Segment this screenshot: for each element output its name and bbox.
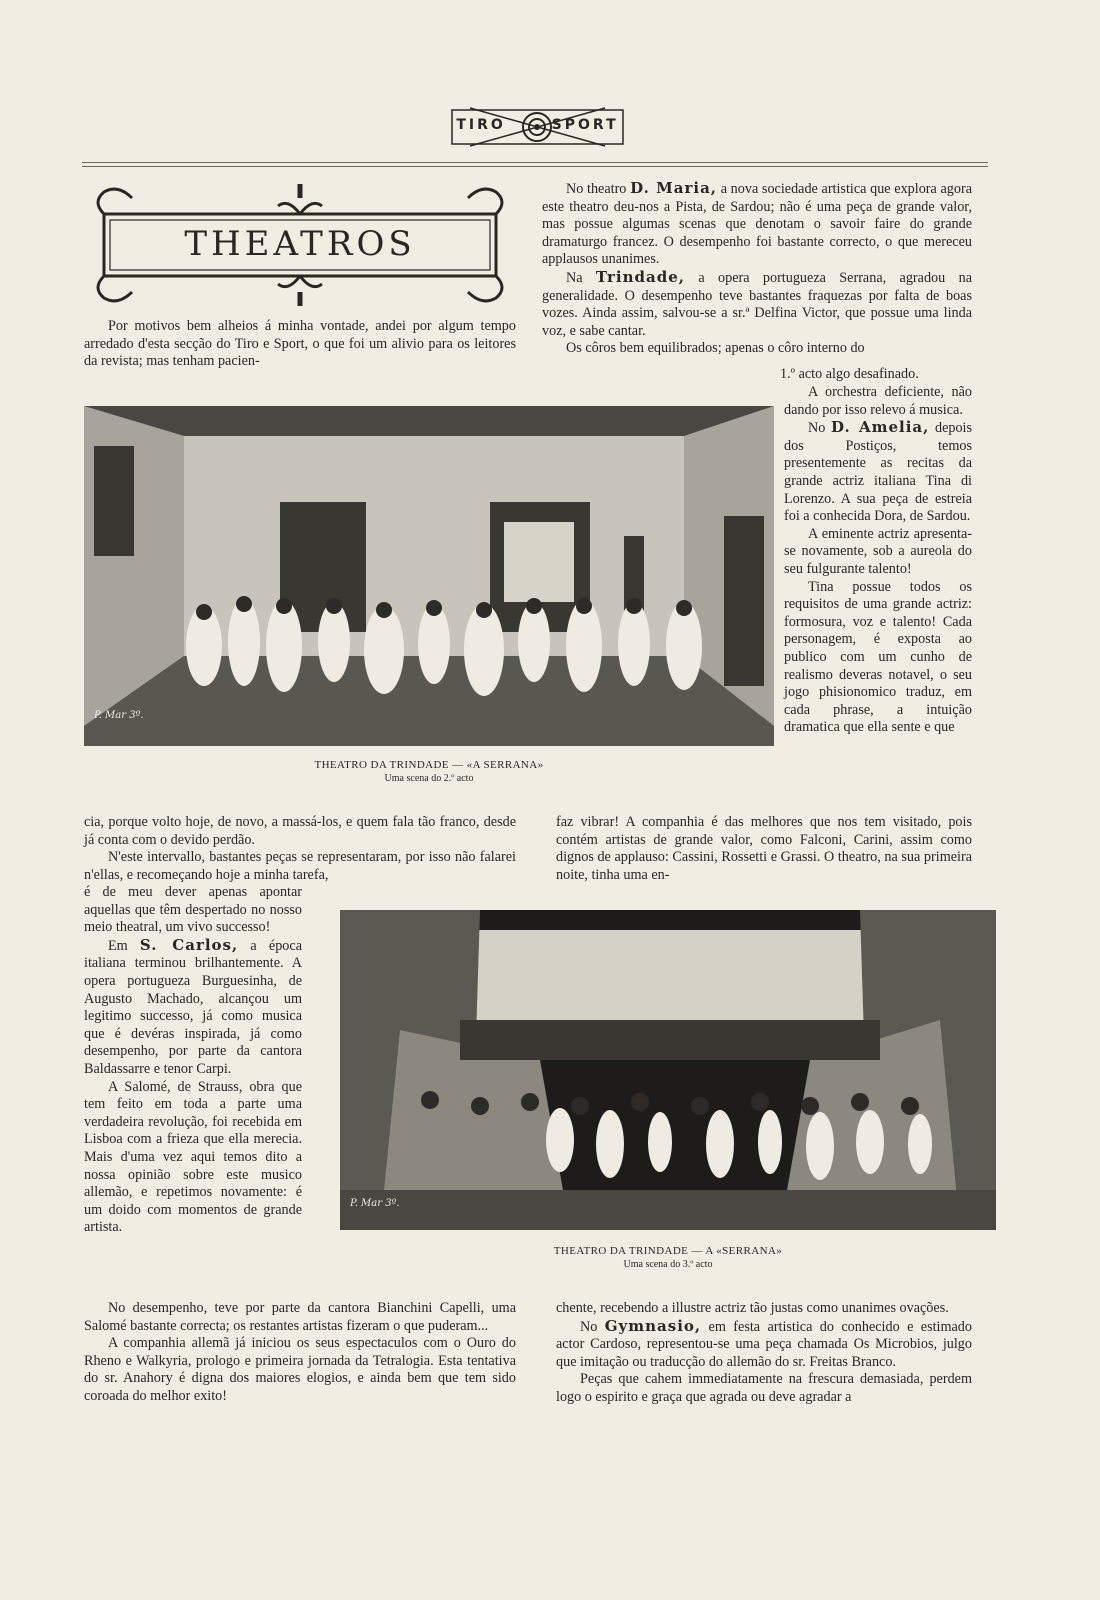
- photo1-subcaption: Uma scena do 2.º acto: [384, 773, 474, 784]
- right-column-mid: [556, 814, 972, 884]
- amelia-body: depois dos Postiços, temos presentemente as recitas da grande actriz italiana Tina di Lorenzo. A sua peça de estreia foi a conhecida Dora, de Sardou.: [784, 420, 973, 525]
- gymnasio-heading: Gymnasio,: [604, 1316, 702, 1335]
- intervallo-paragraph: N'este intervallo, bastantes peças se representaram, por isso não falarei n'ellas, e recomeçando hoje a minha tarefa,: [84, 849, 516, 883]
- dmaria-lead: No theatro: [566, 181, 631, 197]
- allema-paragraph: A companhia allemã já iniciou os seus espectaculos com o Ouro do Rheno e Walkyria, prologo e primeira jornada da Tetralogia. Esta tentativa do sr. Anahory é digna dos maiores elogios, e ainda bem que tem sido coroada do melhor exito!: [84, 1335, 516, 1404]
- gymnasio-paragraph: [556, 1318, 972, 1372]
- actriz-paragraph: A eminente actriz apresenta-se novamente, sob a aureola do seu fulgurante talento!: [784, 525, 972, 577]
- left-column-mid: [84, 814, 516, 884]
- perdao-paragraph: cia, porque volto hoje, de novo, a massá-los, e quem fala tão franco, desde já conta com o devido perdão.: [84, 814, 516, 848]
- photo2-caption: THEATRO DA TRINDADE — A «SERRANA»: [553, 1245, 783, 1257]
- right-column-bottom: [556, 1300, 972, 1407]
- photo1-caption: THEATRO DA TRINDADE — «A SERRANA»: [314, 759, 544, 771]
- photo2-signature: P. Mar 3º.: [350, 1198, 400, 1209]
- section-title: THEATROS: [184, 224, 416, 264]
- photo-serrana-act3: [340, 910, 996, 1230]
- left-column-narrow: [84, 884, 302, 1237]
- left-column-bottom: [84, 1300, 516, 1406]
- frescura-paragraph: Peças que cahem immediatamente na frescura demasiada, perdem logo o espirito e graça que agrada ou deve agradar a: [556, 1371, 972, 1405]
- masthead-logo: [450, 104, 625, 152]
- scarlos-lead: Em: [108, 937, 140, 954]
- section-title-frame: [88, 184, 512, 306]
- companhia-paragraph: faz vibrar! A companhia é das melhores que nos tem visitado, pois contém artistas de grande valor, como Falconi, Carini, assim como dignos de applauso: Cassini, Rossetti e Grassi. O theatro, na sua primeira noite, tinha uma en-: [556, 814, 972, 883]
- header-rule-top: [82, 162, 988, 163]
- trindade-paragraph: [542, 269, 972, 340]
- ovacoes-paragraph: chente, recebendo a illustre actriz tão justas como unanimes ovações.: [556, 1300, 949, 1316]
- gymnasio-lead: No: [580, 1318, 605, 1335]
- orchestra-paragraph: A orchestra deficiente, não dando por isso relevo á musica.: [784, 384, 972, 418]
- photo2-subcaption: Uma scena do 3.º acto: [623, 1259, 713, 1270]
- dever-paragraph: é de meu dever apenas apontar aquellas que têm despertado no nosso meio theatral, um vivo successo!: [84, 884, 302, 936]
- coros-paragraph: Os côros bem equilibrados; apenas o côro interno do: [566, 340, 865, 357]
- gymnasio-body: em festa artistica do conhecido e estimado actor Cardoso, representou-se uma peça chamada Os Microbios, julgo que imitação ou traducção do allemão do sr. Freitas Branco.: [556, 1318, 972, 1370]
- stage-scene-image: [84, 406, 774, 746]
- trindade-body: a opera portugueza Serrana, agradou na generalidade. O desempenho teve bastantes fraquezas por falta de boas vozes. Ainda assim, salvou-se a sr.ª Delfina Victor, que possue uma linda voz, e sabe cantar.: [542, 269, 972, 339]
- scarlos-body: a época italiana terminou brilhantemente. A opera portugueza Burguesinha, de Augusto Machado, alcançou um legitimo successo, já como musica que é devéras inspirada, já como desempenho, por parte da cantora Baldassarre e tenor Carpi.: [84, 937, 302, 1077]
- dmaria-body: a nova sociedade artistica que explora agora este theatro deu-nos a Pista, de Sardou; não é uma peça de grande valor, mas possue algumas scenas que denotam o savoir faire do grande dramaturgo francez. O desempenho foi bastante correcto, o que mereceu applausos unanimes.: [542, 181, 972, 268]
- trindade-lead: Na: [566, 269, 596, 286]
- coros-continued-text: 1.º acto algo desafinado.: [780, 366, 919, 382]
- intro-paragraph: [84, 318, 516, 371]
- amelia-paragraph: [784, 419, 972, 526]
- trindade-heading: Trindade,: [595, 267, 685, 286]
- scarlos-paragraph: [84, 937, 302, 1079]
- header-rule-bottom: [82, 166, 988, 167]
- amelia-heading: D. Amelia,: [830, 418, 930, 437]
- dmaria-heading: D. Maria,: [630, 179, 718, 197]
- photo1-caption-block: [84, 758, 774, 786]
- scarlos-heading: S. Carlos,: [139, 935, 239, 954]
- masthead-text: TIRO SPORT: [456, 117, 619, 133]
- stage-scene-image-2: [340, 910, 996, 1230]
- salome-paragraph: A Salomé, de Strauss, obra que tem feito em toda a parte uma verdadeira revolução, foi recebida em Lisboa com a frieza que ella merecia. Mais d'uma vez aqui temos dito a nossa opinião sobre este musico allemão, e repetimos novamente: é um doido com momentos de grande artista.: [84, 1078, 302, 1236]
- tina-paragraph: Tina possue todos os requisitos de uma grande actriz: formosura, voz e talento! Cada personagem, é exposta ao publico com um cunho de realismo deveras notavel, o seu jogo phisionomico traduz, em cada phrase, a intuição dramatica que ella sente e que: [784, 578, 972, 736]
- photo-signature: P. Mar 3º.: [94, 710, 144, 721]
- right-column-narrow: [784, 384, 972, 737]
- photo2-caption-block: [340, 1244, 996, 1272]
- right-column-top: [542, 180, 972, 358]
- intro-text: Por motivos bem alheios á minha vontade, andei por algum tempo arredado d'esta secção do Tiro e Sport, o que foi um alivio para os leitores da revista; mas tenham pacien-: [84, 318, 516, 370]
- photo-serrana-act2: [84, 406, 774, 746]
- bianchini-paragraph: No desempenho, teve por parte da cantora Bianchini Capelli, uma Salomé bastante correcta; os restantes artistas fizeram o que puderam...: [84, 1300, 516, 1334]
- amelia-lead: No: [808, 420, 831, 437]
- dmaria-paragraph: [542, 180, 972, 269]
- coros-continued: [780, 366, 972, 384]
